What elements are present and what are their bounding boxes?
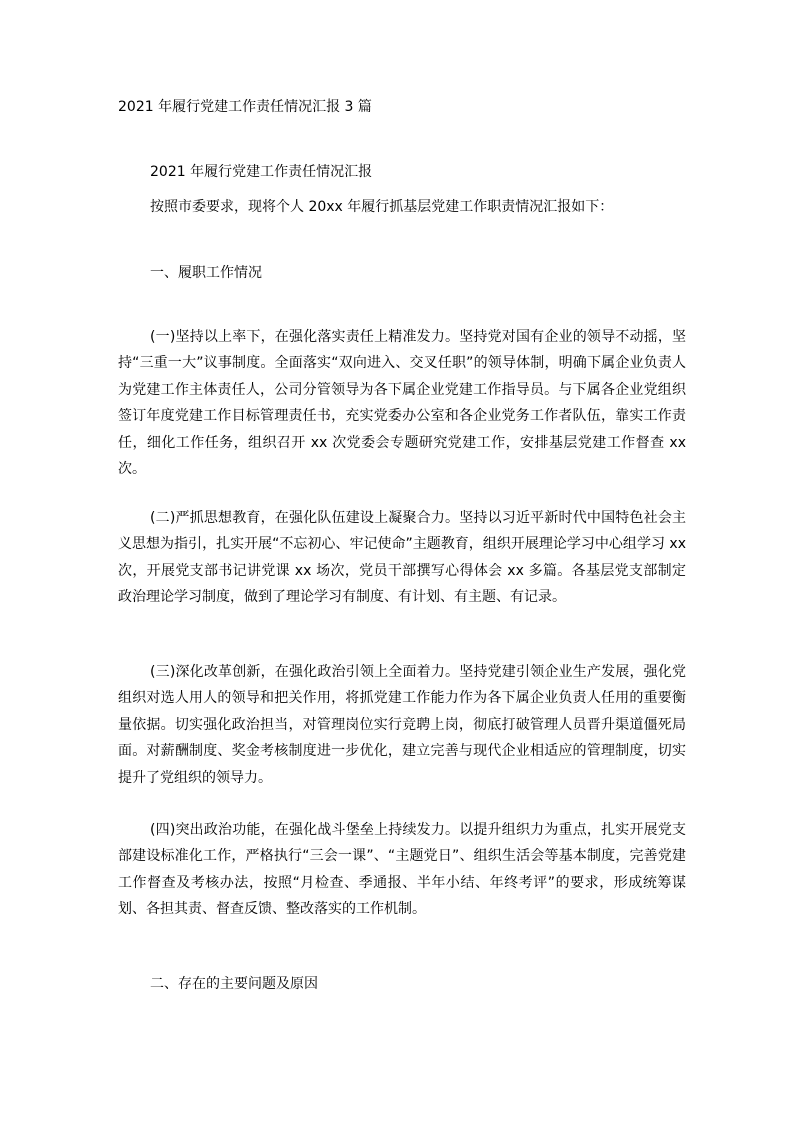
paragraph-3: [118, 659, 686, 791]
paragraph-text: (一)坚持以上率下，在强化落实责任上精准发力。坚持党对国有企业的领导不动摇，坚持“三重一大”议事制度。全面落实“双向进入、交叉任职”的领导体制，明确下属企业负责人为党建工作主体责任人，公司分管领导为各下属企业党建工作指导员。与下属各企业党组织签订年度党建工作目标管理责任书，充实党委办公室和各企业党务工作者队伍，靠实工作责任，细化工作任务，组织召开 xx 次党委会专题研究党建工作，安排基层党建工作督查 xx 次。: [118, 329, 686, 478]
section-heading-2: 二、存在的主要问题及原因: [150, 976, 318, 992]
paragraph-2: [118, 505, 686, 611]
paragraph-text: (二)严抓思想教育，在强化队伍建设上凝聚合力。坚持以习近平新时代中国特色社会主义思想为指引，扎实开展“不忘初心、牢记使命”主题教育，组织开展理论学习中心组学习 xx 次，开展党支部书记讲党课 xx 场次，党员干部撰写心得体会 xx 多篇。各基层党支部制定政治理论学习制度，做到了理论学习有制度、有计划、有主题、有记录。: [118, 510, 686, 606]
paragraph-text: (三)深化改革创新，在强化政治引领上全面着力。坚持党建引领企业生产发展，强化党组织对选人用人的领导和把关作用，将抓党建工作能力作为各下属企业负责人任用的重要衡量依据。切实强化政治担当，对管理岗位实行竞聘上岗，彻底打破管理人员晋升渠道僵死局面。对薪酬制度、奖金考核制度进一步优化，建立完善与现代企业相适应的管理制度，切实提升了党组织的领导力。: [118, 664, 686, 786]
section-heading-1: 一、履职工作情况: [150, 265, 262, 281]
document-title: 2021 年履行党建工作责任情况汇报 3 篇: [118, 99, 372, 115]
intro-paragraph: 按照市委要求，现将个人 20xx 年履行抓基层党建工作职责情况汇报如下：: [150, 199, 614, 215]
paragraph-4: [118, 817, 686, 923]
paragraph-text: (四)突出政治功能，在强化战斗堡垒上持续发力。以提升组织力为重点，扎实开展党支部建设标准化工作，严格执行“三会一课”、“主题党日”、组织生活会等基本制度，完善党建工作督查及考核办法，按照“月检查、季通报、半年小结、年终考评”的要求，形成统筹谋划、各担其责、督查反馈、整改落实的工作机制。: [118, 822, 686, 918]
report-subtitle: 2021 年履行党建工作责任情况汇报: [150, 164, 373, 180]
paragraph-1: [118, 324, 686, 482]
